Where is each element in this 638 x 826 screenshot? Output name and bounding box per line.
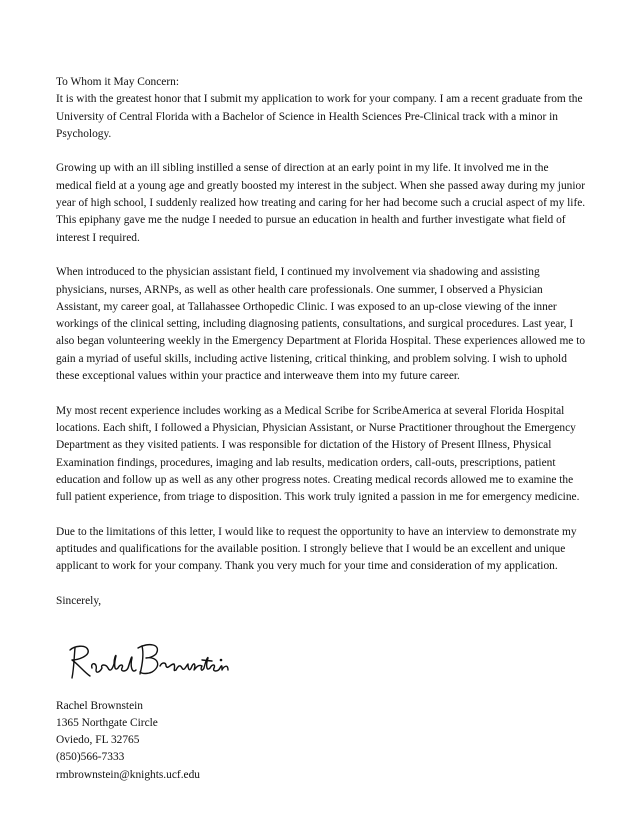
contact-name: Rachel Brownstein [56, 699, 143, 712]
paragraph-scribe-experience: My most recent experience includes working as a Medical Scribe for ScribeAmerica at several Florida Hospital locations. Each shift, I followed a Physician, Physician Assistant, or Nurse Practitioner throughout the Emergency Department as they visited patients. I was responsible for dictation of the History of Present Illness, Physical Examination findings, procedures, imaging and lab results, medication orders, call-outs, prescriptions, patient education and follow up as well as any other progress notes. Creating medical records allowed me to examine the full patient experience, from triage to disposition. This work truly ignited a passion in me for emergency medicine. [56, 404, 580, 504]
contact-address: 1365 Northgate Circle [56, 716, 158, 729]
paragraph-conclusion: Due to the limitations of this letter, I would like to request the opportunity to have an interview to demonstrate my aptitudes and qualifications for the available position. I strongly believe that I would be an excellent and unique applicant to work for your company. Thank you very much for your time and consideration of my application. [56, 525, 577, 573]
paragraph-background: Growing up with an ill sibling instilled a sense of direction at an early point in my life. It involved me in the medical field at a young age and greatly boosted my interest in the subject. When she passed away during my junior year of high school, I suddenly realized how treating and caring for her had become such a crucial aspect of my life. This epiphany gave me the nudge I needed to pursue an education in health and further investigate what field of interest I required. [56, 162, 586, 244]
paragraph-intro: It is with the greatest honor that I submit my application to work for your company. I am a recent graduate from the University of Central Florida with a Bachelor of Science in Health Sciences Pre-Clinical track with a minor in Psychology. [56, 93, 583, 140]
handwritten-signature [62, 634, 232, 692]
intro-block [56, 74, 586, 143]
contact-email: rmbrownstein@knights.ucf.edu [56, 768, 200, 781]
letter-page [56, 74, 586, 784]
salutation: To Whom it May Concern: [56, 76, 180, 88]
contact-phone: (850)566-7333 [56, 751, 125, 764]
contact-block [56, 698, 586, 784]
paragraph-physician-assistant: When introduced to the physician assistant field, I continued my involvement via shadowing and assisting physicians, nurses, ARNPs, as well as other health care professionals. One summer, I observed a Physician Assistant, my career goal, at Tallahassee Orthopedic Clinic. I was exposed to an up-close viewing of the inner workings of the clinical setting, including diagnosing patients, consultations, and surgical procedures. Last year, I also began volunteering weekly in the Emergency Department at Florida Hospital. These experiences allowed me to gain a myriad of useful skills, including active listening, critical thinking, and problem solving. I wish to uphold these exceptional values within your practice and interweave them into my future career. [56, 266, 586, 383]
signature [56, 628, 586, 698]
closing: Sincerely, [56, 594, 102, 607]
contact-city: Oviedo, FL 32765 [56, 734, 140, 747]
